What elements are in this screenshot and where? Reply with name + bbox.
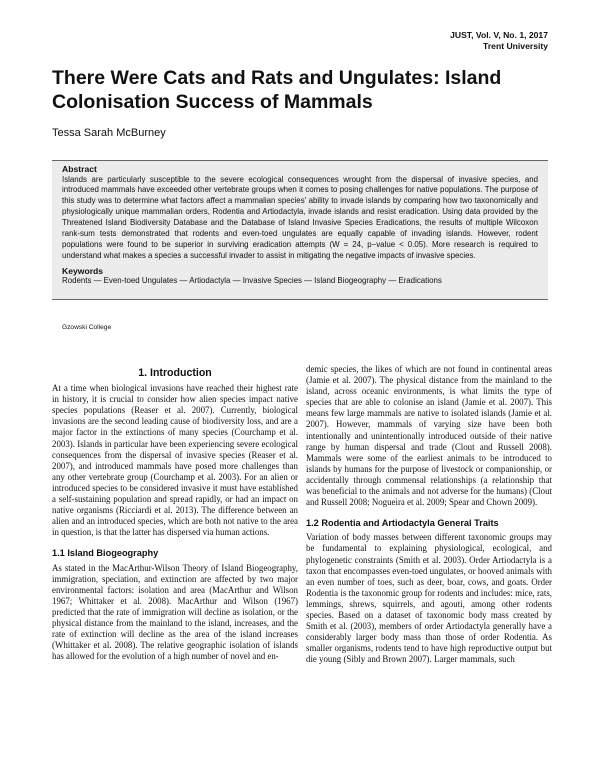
subsection-heading-island-biogeography: 1.1 Island Biogeography (52, 548, 159, 559)
affiliation: Gzowski College (62, 324, 112, 331)
abstract-heading: Abstract (62, 164, 97, 174)
author-name: Tessa Sarah McBurney (52, 127, 166, 139)
paper-title: There Were Cats and Rats and Ungulates: Island Colonisation Success of Mammals (52, 67, 502, 113)
keywords-heading: Keywords (62, 265, 104, 276)
island-biogeography-paragraph: As stated in the MacArthur-Wilson Theory of Island Biogeography, immigration, speciation, and extinction are affected by two major environmental factors: isolation and area (MacArthur and Wilson 1967; Whittaker et al. 2008). MacArthur and Wilson (1967) predicted that the rate of immigration will decline as isolation, or the physical distance from the mainland to the island, increases, and the rate of extinction will decline as the area of the island increases (Whittaker et al. 2008). The relative geographic isolation of islands has allowed for the evolution of a high number of novel and en- (52, 562, 298, 662)
journal-institution: Trent University (483, 41, 548, 51)
journal-volume: JUST, Vol. V, No. 1, 2017 (450, 30, 548, 40)
intro-paragraph: At a time when biological invasions have reached their highest rate in history, it is crucial to consider how alien species impact native species populations (Reaser et al. 2007). Currently, biological invasions are the second leading cause of biodiversity loss, and are a major factor in the extinctions of many species (Courchamp et al. 2003). Islands in particular have been experiencing severe ecological consequences from the dispersal of invasive species (Reaser et al. 2007), and introduced mammals have posed more challenges than any other vertebrate group (Courchamp et al. 2003). For an alien or introduced species to be considered invasive it must have established a self-sustaining population and spread rapidly, or had an impact on native organisms (Ricciardi et al. 2013). The difference between an alien and an introduced species, which are both not native to the area in question, is that the latter has dispersed via human actions. (52, 383, 298, 538)
right-column (306, 364, 552, 665)
continuation-paragraph: demic species, the likes of which are not found in continental areas (Jamie et al. 2007). The physical distance from the mainland to the island, across oceanic environments, is what limits the type of species that are able to colonise an island (Jamie et al. 2007). This means few large mammals are native to isolated islands (Jamie et al. 2007). However, mammals of varying size have been both intentionally and unintentionally introduced outside of their native range by human dispersal and trade (Clout and Russell 2008). Mammals were some of the earliest animals to be introduced to islands by humans for the purpose of livestock or companionship, or accidentally through commensal relationships (a relationship that was beneficial to the animals and not adverse for the humans) (Clout and Russell 2008; Nogueira et al. 2009; Spear and Chown 2009). (306, 364, 552, 508)
left-column (52, 364, 298, 662)
subsection-heading-traits: 1.2 Rodentia and Artiodactyla General Traits (306, 518, 499, 529)
traits-paragraph: Variation of body masses between different taxonomic groups may be fundamental to explaining physiological, ecological, and phylogenetic constraints (Smith et al. 2003). Order Artiodactyla is a taxon that encompasses even-toed ungulates, or hooved animals with an even number of toes, such as deer, boar, cows, and goats. Order Rodentia is the taxonomic group for rodents and includes: mice, rats, lemmings, shrews, squirrels, and agouti, among other rodents species. Based on a dataset of taxonomic body mass created by Smith et al. (2003), members of order Artiodactyla generally have a considerably larger body mass than those of order Rodentia. As smaller organisms, rodents tend to have high reproductive output but die young (Sibly and Brown 2007). Larger mammals, such (306, 532, 552, 665)
keywords-list: Rodents — Even-toed Ungulates — Artiodactyla — Invasive Species — Island Biogeography — Eradications (62, 276, 442, 286)
section-heading-introduction: 1. Introduction (138, 367, 212, 379)
abstract-box (52, 160, 548, 300)
journal-header (450, 30, 548, 52)
abstract-text: Islands are particularly susceptible to the severe ecological consequences wrought from the dispersal of invasive species, and introduced mammals have exceeded other vertebrate groups when it comes to posing challenges for native populations. The purpose of this study was to determine what factors affect a mammalian species' ability to invade islands by comparing how two taxonomically and physiologically unique mammalian orders, Rodentia and Artiodactyla, invade islands and resist eradication. Using data provided by the Threatened Island Biodiversity Database and the Database of Island Invasive Species Eradications, the results of multiple Wilcoxon rank-sum tests demonstrated that rodents and even-toed ungulates are equally capable of invading islands. However, rodent populations were found to be superior in surviving eradication attempts (W = 24, p−value < 0.05). More research is required to understand what makes a species a successful invader to assist in mitigating the negative impacts of invasive species. (62, 174, 538, 260)
